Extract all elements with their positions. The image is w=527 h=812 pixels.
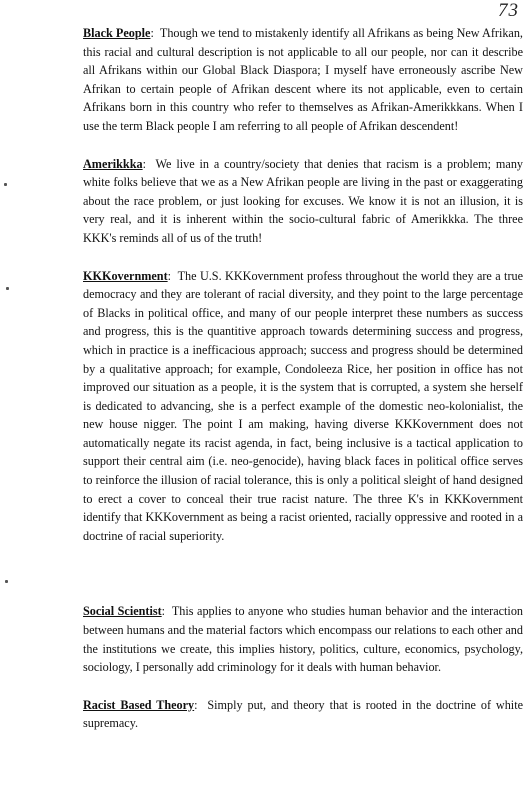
entry-definition: Though we tend to mistakenly identify all Afrikans as being New Afrikan, this racial and cultural description is not applicable to all our people, nor can it describe all Afrikans within our Global Black Diaspora; I myself have erroneously ascribe New Afrikan to certain people of Afrikan descent where its not applicable, even to certain Afrikans born in this country who refer to themselves as Afrikan-Amerikkkans. When I use the term Black people I am referring to all people of Afrikan descendent! xyxy=(83,26,523,133)
glossary-entry-amerikkka: Amerikkka: We live in a country/society that denies that racism is a problem; many white folks believe that we as a New Afrikan people are living in the past or exaggerating about the race problem, or just looking for excuses. We know it is not an illusion, it is very real, and it is inherent within the socio-cultural fabric of Amerikkka. The three KKK's reminds all of us of the truth! xyxy=(83,156,524,245)
glossary-entries xyxy=(83,24,523,733)
glossary-entry-kkkovernment: KKKovernment: The U.S. KKKovernment profess throughout the world they are a true democracy and they are tolerant of racial diversity, and they point to the large percentage of Blacks in political office, and many of our people interpret these numbers as success and progress, this is the quantitive approach towards determining success and progress, which in practice is a inefficacious approach; success and progress should be determined by a qualitative approach; for example, Condoleeza Rice, her position in office has not improved our situation as a people, it is the system that is corrupted, a system she herself is dedicated to advancing, she is a perfect example of the domestic neo-kolonialist, the new house nigger. The point I am making, having diverse KKKovernment does not automatically negate its racist agenda, in fact, being inclusive is a tactical application to support their central aim (i.e. neo-genocide), having black faces in political office serves to reinforce the illusion of racial tolerance, this is only a political sleight of hand designed to erect a cover to conceal their true racist nature. The three K's in KKKovernment identify that KKKovernment as being a racist oriented, racially oppressive and rooted in a doctrine of racial superiority. xyxy=(83,268,524,543)
entry-definition: The U.S. KKKovernment profess throughout the world they are a true democracy and they are tolerant of racial diversity, and they point to the large percentage of Blacks in political office, and many of our people interpret these numbers as success and progress, this is the quantitive approach towards determining success and progress, which in practice is a inefficacious approach; success and progress should be determined by a qualitative approach; for example, Condoleeza Rice, her position in office has not improved our situation as a people, it is the system that is corrupted, a system she herself is dedicated to advancing, she is a perfect example of the domestic neo-kolonialist, the new house nigger. The point I am making, having diverse KKKovernment does not automatically negate its racist agenda, in fact, being inclusive is a tactical application to support their central aim (i.e. neo-genocide), having black faces in political office serves to reinforce the illusion of racial tolerance, this is only a political sleight of hand designed to erect a cover to conceal their true racist nature. The three K's in KKKovernment identify that KKKovernment as being a racist oriented, racially oppressive and rooted in a doctrine of racial superiority. xyxy=(83,268,524,543)
entry-term: Black People xyxy=(83,26,151,40)
scan-speck xyxy=(5,580,8,583)
scan-speck xyxy=(4,183,7,186)
page-number: 73 xyxy=(498,0,519,21)
entry-term: Social Scientist xyxy=(83,604,162,619)
glossary-entry-black-people: Black People: Though we tend to mistakenly identify all Afrikans as being New Afrikan, this racial and cultural description is not applicable to all our people, nor can it describe all Afrikans within our Global Black Diaspora; I myself have erroneously ascribe New Afrikan to certain people of Afrikan descent where its not applicable, even to certain Afrikans born in this country who refer to themselves as Afrikan-Amerikkkans. When I use the term Black people I am referring to all people of Afrikan descendent! xyxy=(83,26,523,133)
entry-term: Amerikkka xyxy=(83,156,143,171)
entry-definition: This applies to anyone who studies human behavior and the interaction between humans and the material factors which encompass our relations to each other and the institutions we create, this implies history, politics, culture, economics, psychology, sociology, I personally add criminology for it deals with human behavior. xyxy=(83,604,524,675)
glossary-entry-racist-based-theory: Racist Based Theory: Simply put, and theory that is rooted in the doctrine of white supremacy. xyxy=(83,697,523,731)
entry-definition: Simply put, and theory that is rooted in the doctrine of white supremacy. xyxy=(83,697,523,731)
entry-term: Racist Based Theory xyxy=(83,697,195,712)
entry-term: KKKovernment xyxy=(83,268,168,283)
entry-definition: We live in a country/society that denies that racism is a problem; many white folks believe that we as a New Afrikan people are living in the past or exaggerating about the race problem, or just looking for excuses. We know it is not an illusion, it is very real, and it is inherent within the socio-cultural fabric of Amerikkka. The three KKK's reminds all of us of the truth! xyxy=(83,156,524,245)
glossary-entry-social-scientist: Social Scientist: This applies to anyone who studies human behavior and the interaction between humans and the material factors which encompass our relations to each other and the institutions we create, this implies history, politics, culture, economics, psychology, sociology, I personally add criminology for it deals with human behavior. xyxy=(83,604,524,675)
scan-speck xyxy=(6,287,9,290)
